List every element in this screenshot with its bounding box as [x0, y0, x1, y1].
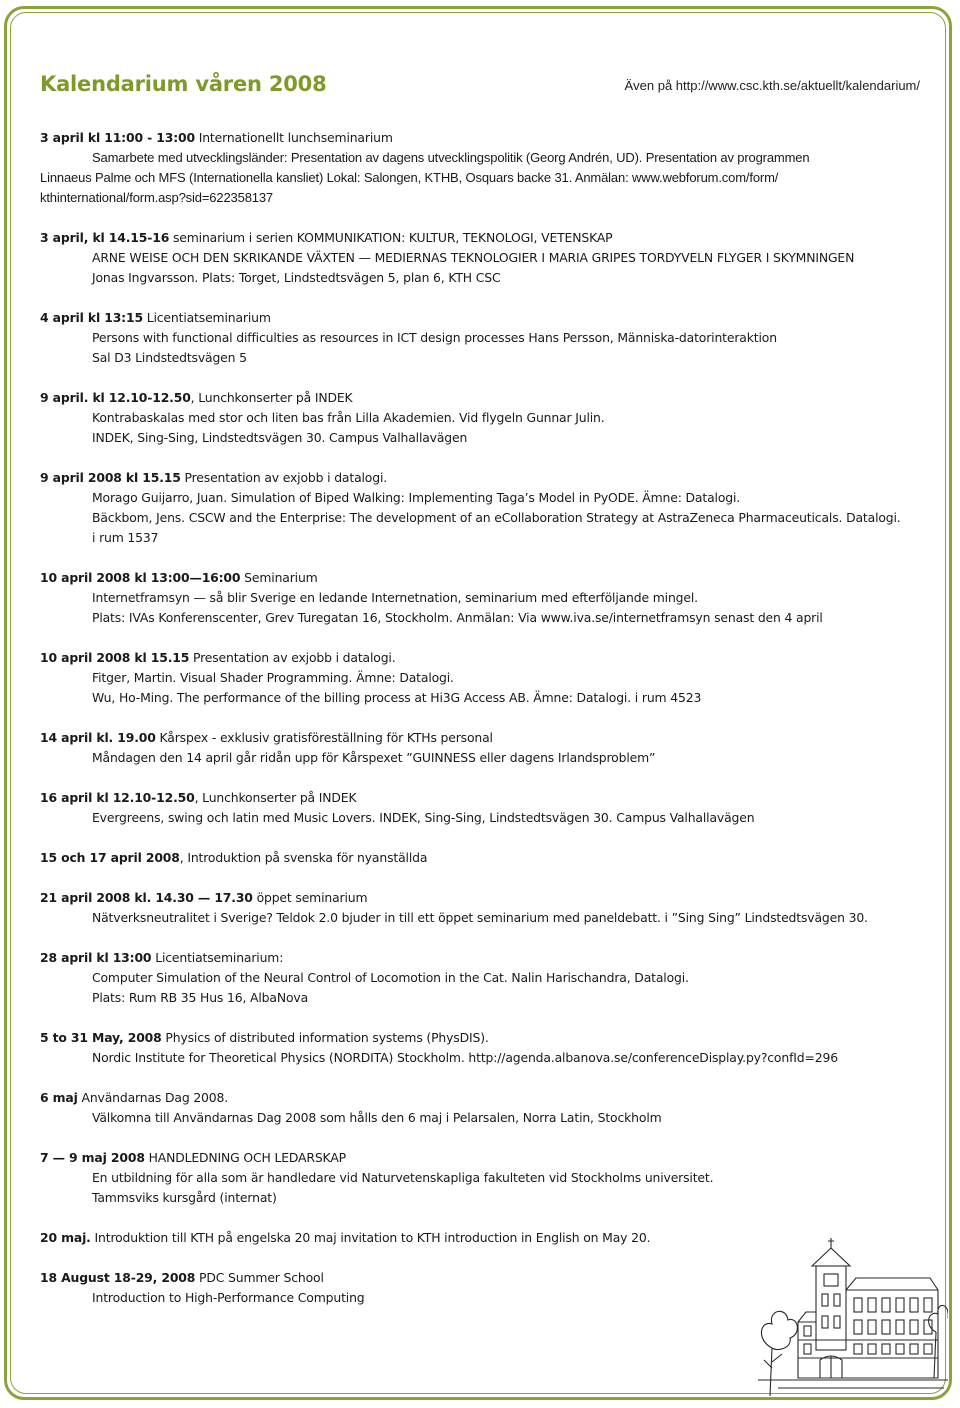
event-title: Licentiatseminarium:	[151, 950, 284, 965]
event-item	[40, 848, 930, 868]
page-header	[40, 72, 920, 102]
event-date: 20 maj.	[40, 1230, 91, 1245]
event-detail: Introduction to High-Performance Computing	[92, 1290, 365, 1305]
event-date: 9 april. kl 12.10-12.50	[40, 390, 191, 405]
event-detail: Linnaeus Palme och MFS (Internationella kansliet) Lokal: Salongen, KTHB, Osquars backe 31. Anmälan: www.webforum.com/form/	[40, 170, 779, 185]
event-title: öppet seminarium	[252, 890, 368, 905]
event-detail: Bäckbom, Jens. CSCW and the Enterprise: The development of an eCollaboration Strategy at AstraZeneca Pharmaceuticals. Datalogi.	[92, 510, 901, 525]
event-item	[40, 1028, 930, 1068]
event-item	[40, 468, 930, 548]
event-title: Physics of distributed information systems (PhysDIS).	[161, 1030, 489, 1045]
event-item	[40, 388, 930, 448]
event-title: , Introduktion på svenska för nyanställda	[179, 850, 428, 865]
event-title: , Lunchkonserter på INDEK	[190, 390, 353, 405]
event-date: 14 april kl. 19.00	[40, 730, 156, 745]
event-detail: Persons with functional difficulties as resources in ICT design processes Hans Persson, Människa-datorinteraktion	[92, 330, 777, 345]
event-title: PDC Summer School	[195, 1270, 324, 1285]
event-title: , Lunchkonserter på INDEK	[194, 790, 357, 805]
event-detail: Fitger, Martin. Visual Shader Programming. Ämne: Datalogi.	[92, 670, 454, 685]
event-detail: Måndagen den 14 april går ridån upp för Kårspexet ”GUINNESS eller dagens Irlandsproblem”	[92, 750, 656, 765]
event-item	[40, 728, 930, 768]
event-date: 15 och 17 april 2008	[40, 850, 180, 865]
event-detail: Internetframsyn — så blir Sverige en ledande Internetnation, seminarium med efterföljande mingel.	[92, 590, 698, 605]
event-detail: Jonas Ingvarsson. Plats: Torget, Lindstedtsvägen 5, plan 6, KTH CSC	[92, 270, 501, 285]
event-detail: Wu, Ho-Ming. The performance of the billing process at Hi3G Access AB. Ämne: Datalogi. i rum 4523	[92, 690, 702, 705]
event-item	[40, 568, 930, 628]
kth-building-drawing	[758, 1228, 948, 1398]
event-detail: Välkomna till Användarnas Dag 2008 som hålls den 6 maj i Pelarsalen, Norra Latin, Stockholm	[92, 1110, 662, 1125]
event-item	[40, 788, 930, 828]
event-item	[40, 308, 930, 368]
event-item	[40, 888, 930, 928]
event-title: HANDLEDNING OCH LEDARSKAP	[144, 1150, 346, 1165]
event-list	[40, 108, 930, 1308]
event-title: Kårspex - exklusiv gratisföreställning för KTHs personal	[155, 730, 493, 745]
event-title: seminarium i serien KOMMUNIKATION: KULTUR, TEKNOLOGI, VETENSKAP	[169, 230, 613, 245]
event-date: 3 april kl 11:00 - 13:00	[40, 130, 195, 145]
event-date: 28 april kl 13:00	[40, 950, 152, 965]
event-item	[40, 228, 930, 288]
calendar-url[interactable]: Även på http://www.csc.kth.se/aktuellt/kalendarium/	[624, 78, 920, 93]
event-title: Internationellt lunchseminarium	[194, 130, 393, 145]
event-date: 5 to 31 May, 2008	[40, 1030, 162, 1045]
event-item	[40, 128, 930, 208]
event-title: Presentation av exjobb i datalogi.	[189, 650, 396, 665]
event-date: 21 april 2008 kl. 14.30 — 17.30	[40, 890, 253, 905]
event-detail: Tammsviks kursgård (internat)	[92, 1190, 277, 1205]
event-detail: Kontrabaskalas med stor och liten bas från Lilla Akademien. Vid flygeln Gunnar Julin.	[92, 410, 605, 425]
event-detail: Nätverksneutralitet i Sverige? Teldok 2.0 bjuder in till ett öppet seminarium med paneldebatt. i ”Sing Sing” Lindstedtsvägen 30.	[92, 910, 868, 925]
event-date: 4 april kl 13:15	[40, 310, 143, 325]
event-item	[40, 1088, 930, 1128]
event-title: Användarnas Dag 2008.	[77, 1090, 229, 1105]
event-detail: Nordic Institute for Theoretical Physics (NORDITA) Stockholm. http://agenda.albanova.se/conferenceDisplay.py?confId=296	[92, 1050, 838, 1065]
event-detail: En utbildning för alla som är handledare vid Naturvetenskapliga fakulteten vid Stockholms universitet.	[92, 1170, 714, 1185]
event-date: 6 maj	[40, 1090, 78, 1105]
event-detail: INDEK, Sing-Sing, Lindstedtsvägen 30. Campus Valhallavägen	[92, 430, 468, 445]
event-detail: i rum 1537	[92, 530, 159, 545]
event-title: Seminarium	[240, 570, 318, 585]
event-title: Presentation av exjobb i datalogi.	[180, 470, 388, 485]
event-date: 3 april, kl 14.15-16	[40, 230, 170, 245]
event-title: Introduktion till KTH på engelska 20 maj invitation to KTH introduction in English on May 20.	[90, 1230, 651, 1245]
event-item	[40, 648, 930, 708]
event-detail: Morago Guijarro, Juan. Simulation of Biped Walking: Implementing Taga’s Model in PyODE. Ämne: Datalogi.	[92, 490, 741, 505]
event-detail: ARNE WEISE OCH DEN SKRIKANDE VÄXTEN — MEDIERNAS TEKNOLOGIER I MARIA GRIPES TORDYVELN FLYGER I SKYMNINGEN	[92, 250, 855, 265]
event-detail: Samarbete med utvecklingsländer: Presentation av dagens utvecklingspolitik (Georg Andrén, UD). Presentation av programmen	[92, 150, 810, 165]
event-date: 10 april 2008 kl 15.15	[40, 650, 190, 665]
event-detail: Plats: IVAs Konferenscenter, Grev Turegatan 16, Stockholm. Anmälan: Via www.iva.se/internetframsyn senast den 4 april	[92, 610, 823, 625]
event-item	[40, 948, 930, 1008]
event-item	[40, 1148, 930, 1208]
page-title: Kalendarium våren 2008	[40, 72, 327, 96]
event-detail: Computer Simulation of the Neural Control of Locomotion in the Cat. Nalin Harischandra, Datalogi.	[92, 970, 689, 985]
event-detail: Sal D3 Lindstedtsvägen 5	[92, 350, 247, 365]
event-date: 7 — 9 maj 2008	[40, 1150, 145, 1165]
event-date: 9 april 2008 kl 15.15	[40, 470, 181, 485]
event-title: Licentiatseminarium	[142, 310, 271, 325]
event-detail: kthinternational/form.asp?sid=622358137	[40, 190, 274, 205]
event-detail: Evergreens, swing och latin med Music Lovers. INDEK, Sing-Sing, Lindstedtsvägen 30. Campus Valhallavägen	[92, 810, 755, 825]
event-date: 16 april kl 12.10-12.50	[40, 790, 195, 805]
event-date: 10 april 2008 kl 13:00—16:00	[40, 570, 241, 585]
event-detail: Plats: Rum RB 35 Hus 16, AlbaNova	[92, 990, 309, 1005]
event-date: 18 August 18-29, 2008	[40, 1270, 196, 1285]
